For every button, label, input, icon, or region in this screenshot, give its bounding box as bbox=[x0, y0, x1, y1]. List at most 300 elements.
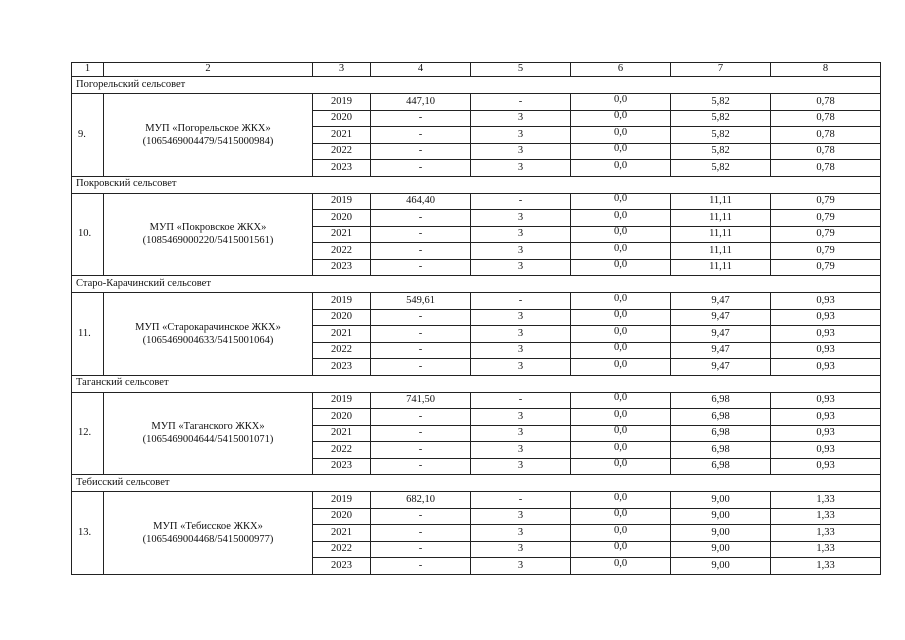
column-7-value-cell bbox=[671, 558, 771, 575]
column-7-value-cell bbox=[671, 326, 771, 343]
column-4-value-cell bbox=[371, 342, 471, 359]
column-8-value: 0,93 bbox=[816, 360, 835, 372]
column-8-value-cell bbox=[771, 226, 881, 243]
column-number-4: 4 bbox=[371, 63, 471, 77]
organization-name: МУП «Погорельское ЖКХ» bbox=[145, 122, 271, 134]
column-4-value-cell bbox=[371, 143, 471, 160]
column-4-value: - bbox=[418, 211, 423, 223]
row-number: 12. bbox=[72, 392, 104, 475]
column-4-value-cell bbox=[371, 541, 471, 558]
column-7-value-cell bbox=[671, 127, 771, 144]
column-6-value: 0,0 bbox=[613, 458, 628, 469]
column-5-value-cell bbox=[471, 309, 571, 326]
column-8-value: 0,93 bbox=[816, 410, 835, 422]
column-5-value: 3 bbox=[517, 261, 524, 272]
column-6-value-cell bbox=[571, 541, 671, 558]
year-cell: 2020 bbox=[331, 211, 352, 223]
column-5-value-cell bbox=[471, 293, 571, 310]
table-row bbox=[72, 193, 881, 210]
column-8-value-cell bbox=[771, 326, 881, 343]
column-6-value: 0,0 bbox=[613, 392, 628, 403]
column-4-value: 741,50 bbox=[406, 394, 435, 405]
column-7-value: 11,11 bbox=[709, 244, 732, 256]
column-7-value-cell bbox=[671, 525, 771, 542]
table-body bbox=[72, 63, 881, 575]
column-5-value-cell bbox=[471, 143, 571, 160]
column-5-value-cell bbox=[471, 541, 571, 558]
column-5-value: 3 bbox=[517, 228, 524, 239]
column-6-value-cell bbox=[571, 342, 671, 359]
column-6-value: 0,0 bbox=[613, 557, 628, 569]
column-4-value: - bbox=[418, 543, 423, 554]
column-4-value-cell bbox=[371, 525, 471, 542]
column-7-value: 5,82 bbox=[711, 95, 730, 107]
column-7-value: 5,82 bbox=[711, 161, 730, 173]
column-7-value-cell bbox=[671, 110, 771, 127]
column-5-value: 3 bbox=[517, 410, 524, 422]
year-cell-cell bbox=[313, 94, 371, 111]
column-8-value-cell bbox=[771, 309, 881, 326]
section-header-row bbox=[72, 375, 881, 392]
column-6-value-cell bbox=[571, 326, 671, 343]
column-8-value: 0,93 bbox=[816, 427, 835, 438]
column-7-value-cell bbox=[671, 259, 771, 276]
column-8-value-cell bbox=[771, 425, 881, 442]
organization-cell bbox=[104, 293, 313, 376]
organization-name: МУП «Таганского ЖКХ» bbox=[151, 421, 265, 433]
year-cell: 2019 bbox=[331, 493, 352, 505]
column-8-value-cell bbox=[771, 259, 881, 276]
section-header-row bbox=[72, 475, 881, 492]
column-5-value: 3 bbox=[517, 161, 524, 173]
column-6-value-cell bbox=[571, 243, 671, 260]
organization-name: МУП «Покровское ЖКХ» bbox=[149, 222, 267, 234]
year-cell-cell bbox=[313, 226, 371, 243]
column-4-value: 464,40 bbox=[406, 195, 435, 206]
row-number: 9. bbox=[72, 94, 104, 177]
column-5-value: 3 bbox=[517, 443, 524, 455]
organization-ids: (1085469000220/5415001561) bbox=[142, 235, 274, 247]
organization-cell bbox=[104, 392, 313, 475]
column-6-value-cell bbox=[571, 110, 671, 127]
column-4-value-cell bbox=[371, 425, 471, 442]
year-cell-cell bbox=[313, 293, 371, 310]
year-cell: 2023 bbox=[331, 261, 352, 272]
column-8-value: 1,33 bbox=[816, 510, 835, 521]
column-8-value-cell bbox=[771, 127, 881, 144]
column-7-value: 9,00 bbox=[711, 526, 730, 538]
column-5-value: 3 bbox=[517, 112, 524, 123]
year-cell-cell bbox=[313, 425, 371, 442]
column-7-value: 6,98 bbox=[711, 427, 730, 438]
section-title: Таганский сельсовет bbox=[72, 375, 881, 392]
column-4-value-cell bbox=[371, 508, 471, 525]
column-7-value: 9,47 bbox=[711, 344, 730, 355]
column-8-value-cell bbox=[771, 143, 881, 160]
year-cell: 2019 bbox=[331, 195, 352, 206]
column-number-5: 5 bbox=[471, 63, 571, 77]
column-8-value-cell bbox=[771, 359, 881, 376]
column-4-value: - bbox=[418, 244, 423, 256]
column-5-value: - bbox=[518, 195, 523, 206]
column-4-value: 682,10 bbox=[406, 493, 435, 505]
column-5-value: 3 bbox=[517, 559, 524, 571]
column-8-value-cell bbox=[771, 558, 881, 575]
column-6-value: 0,0 bbox=[613, 524, 628, 536]
year-cell-cell bbox=[313, 143, 371, 160]
section-title: Погорельский сельсовет bbox=[72, 77, 881, 94]
column-8-value-cell bbox=[771, 110, 881, 127]
column-7-value: 5,82 bbox=[711, 145, 730, 156]
year-cell: 2022 bbox=[331, 244, 352, 256]
column-7-value: 6,98 bbox=[711, 443, 730, 455]
column-8-value: 0,78 bbox=[816, 145, 835, 156]
section-title: Покровский сельсовет bbox=[72, 176, 881, 193]
column-4-value: - bbox=[418, 460, 423, 471]
year-cell-cell bbox=[313, 525, 371, 542]
column-6-value: 0,0 bbox=[613, 193, 628, 204]
column-7-value: 9,47 bbox=[711, 360, 730, 372]
year-cell-cell bbox=[313, 193, 371, 210]
row-number: 11. bbox=[72, 293, 104, 376]
column-5-value: 3 bbox=[517, 327, 524, 339]
column-8-value: 0,93 bbox=[816, 394, 835, 405]
column-6-value-cell bbox=[571, 425, 671, 442]
column-4-value-cell bbox=[371, 326, 471, 343]
column-5-value-cell bbox=[471, 425, 571, 442]
column-5-value-cell bbox=[471, 342, 571, 359]
year-cell: 2020 bbox=[331, 410, 352, 422]
year-cell: 2022 bbox=[331, 145, 352, 156]
column-8-value-cell bbox=[771, 492, 881, 509]
column-6-value: 0,0 bbox=[613, 309, 628, 320]
column-4-value-cell bbox=[371, 259, 471, 276]
column-7-value: 9,47 bbox=[711, 311, 730, 322]
column-8-value: 0,79 bbox=[816, 195, 835, 206]
year-cell-cell bbox=[313, 127, 371, 144]
column-8-value-cell bbox=[771, 94, 881, 111]
column-8-value-cell bbox=[771, 293, 881, 310]
row-number: 13. bbox=[72, 492, 104, 575]
column-5-value-cell bbox=[471, 226, 571, 243]
column-7-value-cell bbox=[671, 508, 771, 525]
year-cell: 2022 bbox=[331, 344, 352, 355]
column-7-value: 6,98 bbox=[711, 394, 730, 405]
column-8-value: 0,78 bbox=[816, 112, 835, 123]
column-6-value-cell bbox=[571, 409, 671, 426]
column-7-value-cell bbox=[671, 492, 771, 509]
column-4-value-cell bbox=[371, 226, 471, 243]
column-6-value: 0,0 bbox=[613, 441, 628, 453]
column-5-value: 3 bbox=[517, 244, 524, 256]
column-4-value: - bbox=[418, 112, 423, 123]
column-4-value: - bbox=[418, 559, 423, 571]
year-cell: 2020 bbox=[331, 311, 352, 322]
column-8-value: 0,93 bbox=[816, 311, 835, 322]
year-cell-cell bbox=[313, 309, 371, 326]
column-6-value-cell bbox=[571, 293, 671, 310]
column-7-value: 11,11 bbox=[709, 211, 732, 223]
column-4-value: - bbox=[418, 311, 423, 322]
year-cell: 2019 bbox=[331, 95, 352, 107]
column-8-value-cell bbox=[771, 193, 881, 210]
column-7-value: 5,82 bbox=[711, 112, 730, 123]
column-4-value: - bbox=[418, 360, 423, 372]
column-8-value: 1,33 bbox=[816, 559, 835, 571]
column-7-value: 11,11 bbox=[709, 195, 732, 206]
column-6-value: 0,0 bbox=[613, 425, 628, 436]
column-5-value-cell bbox=[471, 508, 571, 525]
column-5-value-cell bbox=[471, 442, 571, 459]
year-cell: 2023 bbox=[331, 460, 352, 471]
column-4-value: - bbox=[418, 128, 423, 140]
column-5-value-cell bbox=[471, 127, 571, 144]
column-6-value-cell bbox=[571, 127, 671, 144]
table-row bbox=[72, 492, 881, 509]
column-5-value-cell bbox=[471, 210, 571, 227]
organization-ids: (1065469004479/5415000984) bbox=[142, 135, 274, 147]
column-6-value-cell bbox=[571, 458, 671, 475]
column-5-value: 3 bbox=[517, 526, 524, 538]
column-7-value: 9,47 bbox=[711, 294, 730, 306]
column-6-value-cell bbox=[571, 558, 671, 575]
section-title: Старо-Карачинский сельсовет bbox=[72, 276, 881, 293]
column-4-value-cell bbox=[371, 458, 471, 475]
column-4-value: - bbox=[418, 526, 423, 538]
column-6-value-cell bbox=[571, 160, 671, 177]
column-6-value-cell bbox=[571, 259, 671, 276]
column-7-value: 6,98 bbox=[711, 410, 730, 422]
column-8-value-cell bbox=[771, 243, 881, 260]
column-7-value-cell bbox=[671, 210, 771, 227]
table-row bbox=[72, 293, 881, 310]
organization-cell bbox=[104, 94, 313, 177]
column-6-value: 0,0 bbox=[613, 408, 628, 420]
column-6-value: 0,0 bbox=[613, 93, 628, 105]
column-4-value: - bbox=[418, 145, 423, 156]
column-4-value-cell bbox=[371, 210, 471, 227]
column-7-value: 5,82 bbox=[711, 128, 730, 140]
year-cell-cell bbox=[313, 259, 371, 276]
column-8-value-cell bbox=[771, 442, 881, 459]
column-number-8: 8 bbox=[771, 63, 881, 77]
column-4-value: - bbox=[418, 161, 423, 173]
column-number-row bbox=[72, 63, 881, 77]
column-6-value-cell bbox=[571, 210, 671, 227]
column-5-value-cell bbox=[471, 558, 571, 575]
column-8-value: 1,33 bbox=[816, 493, 835, 505]
column-8-value: 0,79 bbox=[816, 244, 835, 256]
column-7-value-cell bbox=[671, 243, 771, 260]
column-6-value-cell bbox=[571, 226, 671, 243]
column-7-value-cell bbox=[671, 160, 771, 177]
column-5-value-cell bbox=[471, 243, 571, 260]
year-cell: 2019 bbox=[331, 394, 352, 405]
column-5-value-cell bbox=[471, 492, 571, 509]
column-8-value: 0,93 bbox=[816, 344, 835, 355]
column-4-value-cell bbox=[371, 359, 471, 376]
column-8-value-cell bbox=[771, 392, 881, 409]
year-cell: 2021 bbox=[331, 128, 352, 140]
column-4-value: 447,10 bbox=[406, 95, 435, 107]
column-6-value: 0,0 bbox=[613, 226, 628, 237]
column-6-value: 0,0 bbox=[613, 126, 628, 138]
year-cell-cell bbox=[313, 326, 371, 343]
column-5-value: - bbox=[518, 294, 523, 306]
column-number-2: 2 bbox=[104, 63, 313, 77]
column-6-value: 0,0 bbox=[613, 292, 628, 304]
column-7-value-cell bbox=[671, 425, 771, 442]
column-6-value: 0,0 bbox=[613, 110, 628, 121]
column-7-value: 11,11 bbox=[709, 228, 732, 239]
year-cell-cell bbox=[313, 359, 371, 376]
column-7-value-cell bbox=[671, 94, 771, 111]
column-4-value-cell bbox=[371, 409, 471, 426]
column-4-value: - bbox=[418, 327, 423, 339]
year-cell: 2023 bbox=[331, 559, 352, 571]
column-6-value-cell bbox=[571, 525, 671, 542]
column-4-value-cell bbox=[371, 160, 471, 177]
year-cell-cell bbox=[313, 210, 371, 227]
year-cell: 2021 bbox=[331, 228, 352, 239]
column-5-value: - bbox=[518, 394, 523, 405]
column-7-value-cell bbox=[671, 193, 771, 210]
tariff-table bbox=[71, 62, 881, 575]
column-4-value: - bbox=[418, 344, 423, 355]
column-8-value: 0,93 bbox=[816, 460, 835, 471]
column-7-value: 9,00 bbox=[711, 543, 730, 554]
year-cell-cell bbox=[313, 541, 371, 558]
column-8-value-cell bbox=[771, 458, 881, 475]
column-number-6: 6 bbox=[571, 63, 671, 77]
organization-name: МУП «Старокарачинское ЖКХ» bbox=[135, 321, 281, 333]
column-7-value-cell bbox=[671, 392, 771, 409]
year-cell-cell bbox=[313, 492, 371, 509]
column-8-value: 0,78 bbox=[816, 95, 835, 107]
column-8-value: 0,79 bbox=[816, 211, 835, 223]
column-7-value: 6,98 bbox=[711, 460, 730, 471]
year-cell-cell bbox=[313, 508, 371, 525]
column-4-value-cell bbox=[371, 309, 471, 326]
year-cell-cell bbox=[313, 110, 371, 127]
year-cell: 2023 bbox=[331, 360, 352, 372]
column-5-value: 3 bbox=[517, 211, 524, 223]
section-header-row bbox=[72, 176, 881, 193]
column-4-value: 549,61 bbox=[406, 294, 435, 306]
column-5-value-cell bbox=[471, 359, 571, 376]
organization-cell bbox=[104, 193, 313, 276]
column-number-7: 7 bbox=[671, 63, 771, 77]
row-number: 10. bbox=[72, 193, 104, 276]
table-row bbox=[72, 392, 881, 409]
section-header-row bbox=[72, 276, 881, 293]
column-7-value-cell bbox=[671, 226, 771, 243]
column-8-value: 0,78 bbox=[816, 128, 835, 140]
column-7-value-cell bbox=[671, 143, 771, 160]
column-6-value-cell bbox=[571, 143, 671, 160]
column-5-value-cell bbox=[471, 94, 571, 111]
column-4-value-cell bbox=[371, 193, 471, 210]
column-5-value-cell bbox=[471, 193, 571, 210]
year-cell: 2022 bbox=[331, 443, 352, 455]
section-header-row bbox=[72, 77, 881, 94]
column-6-value-cell bbox=[571, 94, 671, 111]
column-8-value-cell bbox=[771, 525, 881, 542]
year-cell-cell bbox=[313, 160, 371, 177]
year-cell: 2020 bbox=[331, 112, 352, 123]
year-cell-cell bbox=[313, 342, 371, 359]
year-cell: 2023 bbox=[331, 161, 352, 173]
column-5-value: 3 bbox=[517, 344, 524, 355]
column-6-value-cell bbox=[571, 442, 671, 459]
column-5-value: 3 bbox=[517, 460, 524, 471]
column-8-value: 0,78 bbox=[816, 161, 835, 173]
column-5-value-cell bbox=[471, 326, 571, 343]
column-8-value: 1,33 bbox=[816, 543, 835, 554]
column-5-value: - bbox=[518, 95, 523, 107]
column-number-3: 3 bbox=[313, 63, 371, 77]
column-7-value-cell bbox=[671, 541, 771, 558]
column-8-value-cell bbox=[771, 409, 881, 426]
column-5-value-cell bbox=[471, 458, 571, 475]
column-5-value-cell bbox=[471, 392, 571, 409]
column-6-value: 0,0 bbox=[613, 143, 628, 154]
year-cell-cell bbox=[313, 409, 371, 426]
column-4-value-cell bbox=[371, 392, 471, 409]
organization-cell bbox=[104, 492, 313, 575]
column-6-value: 0,0 bbox=[613, 541, 628, 552]
column-5-value: 3 bbox=[517, 510, 524, 521]
column-8-value-cell bbox=[771, 210, 881, 227]
column-4-value-cell bbox=[371, 558, 471, 575]
organization-ids: (1065469004468/5415000977) bbox=[142, 533, 274, 545]
column-6-value: 0,0 bbox=[613, 259, 628, 270]
column-7-value: 9,00 bbox=[711, 559, 730, 571]
column-4-value: - bbox=[418, 410, 423, 422]
column-8-value: 0,79 bbox=[816, 228, 835, 239]
column-8-value: 0,93 bbox=[816, 327, 835, 339]
column-4-value: - bbox=[418, 261, 423, 272]
year-cell-cell bbox=[313, 243, 371, 260]
column-7-value-cell bbox=[671, 458, 771, 475]
column-5-value: 3 bbox=[517, 427, 524, 438]
column-8-value-cell bbox=[771, 342, 881, 359]
column-8-value: 0,79 bbox=[816, 261, 835, 272]
column-6-value: 0,0 bbox=[613, 491, 628, 503]
column-4-value: - bbox=[418, 510, 423, 521]
column-6-value-cell bbox=[571, 309, 671, 326]
column-4-value-cell bbox=[371, 127, 471, 144]
column-7-value-cell bbox=[671, 409, 771, 426]
column-7-value: 9,00 bbox=[711, 510, 730, 521]
column-6-value-cell bbox=[571, 359, 671, 376]
column-4-value: - bbox=[418, 443, 423, 455]
column-8-value: 0,93 bbox=[816, 294, 835, 306]
column-8-value-cell bbox=[771, 508, 881, 525]
column-5-value-cell bbox=[471, 409, 571, 426]
column-6-value: 0,0 bbox=[613, 159, 628, 171]
organization-ids: (1065469004644/5415001071) bbox=[142, 434, 274, 446]
year-cell: 2019 bbox=[331, 294, 352, 306]
organization-name: МУП «Тебисское ЖКХ» bbox=[153, 520, 263, 532]
column-7-value: 9,00 bbox=[711, 493, 730, 505]
column-6-value-cell bbox=[571, 193, 671, 210]
column-5-value: 3 bbox=[517, 360, 524, 372]
column-4-value-cell bbox=[371, 243, 471, 260]
column-5-value-cell bbox=[471, 525, 571, 542]
column-8-value: 1,33 bbox=[816, 526, 835, 538]
year-cell-cell bbox=[313, 558, 371, 575]
